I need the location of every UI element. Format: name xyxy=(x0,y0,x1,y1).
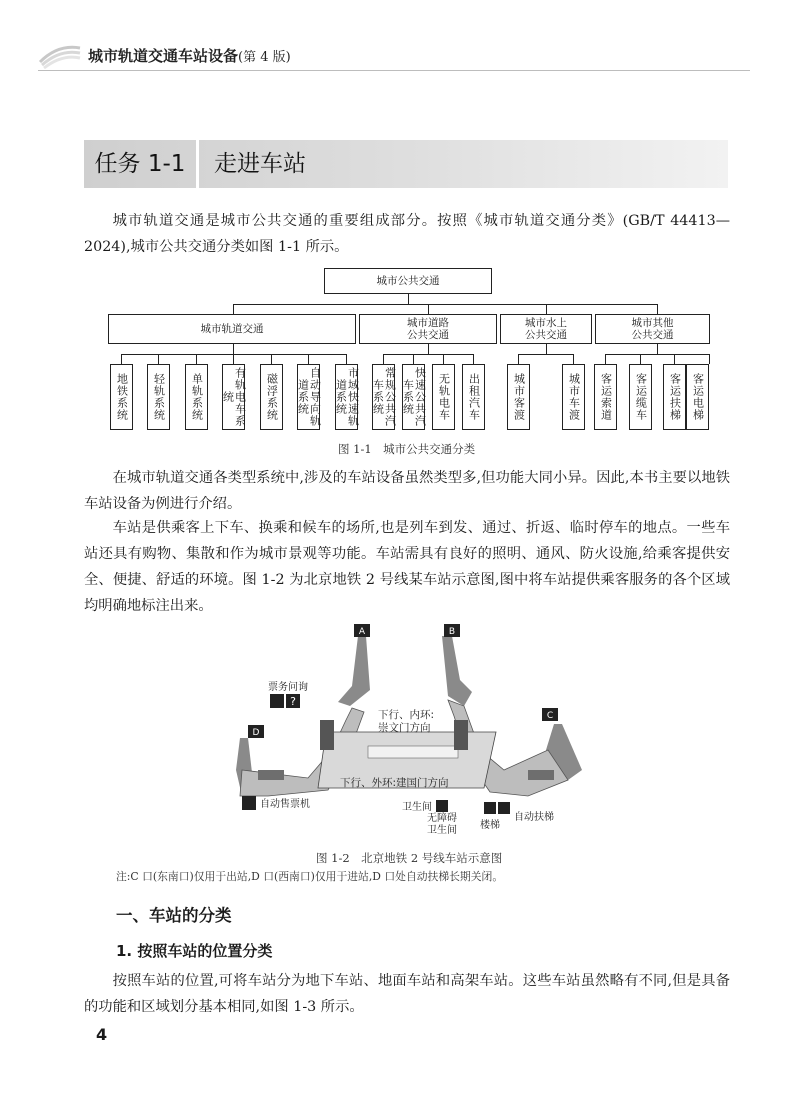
header-divider xyxy=(38,70,750,71)
tree-category-rail: 城市轨道交通 xyxy=(108,314,356,344)
line-inner-loop-direction: 崇文门方向 xyxy=(378,722,431,734)
ticket-machine-icon xyxy=(242,796,256,810)
figure1-caption: 图 1-1 城市公共交通分类 xyxy=(338,442,476,456)
section-heading: 一、车站的分类 xyxy=(116,906,232,925)
entrance-a-label: A xyxy=(358,627,366,637)
toilet-label: 卫生间 xyxy=(402,802,432,813)
figure-classification-tree xyxy=(108,268,710,433)
tree-leaf: 轻轨系统 xyxy=(147,364,170,430)
figure2-caption: 图 1-2 北京地铁 2 号线车站示意图 xyxy=(316,851,503,865)
tree-leaf: 有轨电车系统 xyxy=(222,364,245,430)
tree-leaf: 出租汽车 xyxy=(462,364,485,430)
tree-leaf: 城市客渡 xyxy=(507,364,530,430)
west-stair-block xyxy=(320,720,334,750)
tree-leaf: 客运缆车 xyxy=(629,364,652,430)
east-stair-block xyxy=(454,720,468,750)
line-outer-loop-label: 下行、外环:建国门方向 xyxy=(340,777,449,789)
tree-leaf: 常规公共汽车系统 xyxy=(372,364,395,430)
question-glyph: ? xyxy=(290,695,296,708)
tree-leaf: 城市车渡 xyxy=(562,364,585,430)
task-title: 走进车站 xyxy=(214,151,306,177)
tree-root-node: 城市公共交通 xyxy=(324,268,492,294)
ticket-service-label: 票务问询 xyxy=(268,682,308,693)
task-number: 任务 1-1 xyxy=(94,151,186,177)
tree-leaf: 客运索道 xyxy=(594,364,617,430)
tree-leaf: 地铁系统 xyxy=(110,364,133,430)
paragraph-station-definition: 车站是供乘客上下车、换乘和候车的场所,也是列车到发、通过、折返、临时停车的地点。一些车站还具有购物、集散和作为城市景观等功能。车站需具有良好的照明、通风、防火设施,给乘客提供安全、便捷、舒适的环境。图 1-2 为北京地铁 2 号线某车站示意图,图中将车站提供乘客服务的各个区域均明确地标注出来。 xyxy=(84,520,730,614)
tree-leaf: 磁浮系统 xyxy=(260,364,283,430)
ticket-icon xyxy=(270,694,284,708)
entrance-b-label: B xyxy=(448,627,456,637)
ticket-machine-label: 自动售票机 xyxy=(260,799,310,810)
escalator-icon xyxy=(498,802,510,814)
task-banner-separator xyxy=(196,140,199,188)
west-escalator-block xyxy=(258,770,284,780)
figure2-note: 注:C 口(东南口)仅用于出站,D 口(西南口)仅用于进站,D 口处自动扶梯长期关闭。 xyxy=(116,870,504,883)
accessible-toilet-label-2: 卫生间 xyxy=(427,825,457,836)
tree-category-other: 城市其他 公共交通 xyxy=(595,314,710,344)
line-inner-loop-label: 下行、内环: xyxy=(378,709,435,721)
tree-leaf: 无轨电车 xyxy=(432,364,455,430)
paragraph-location-classification: 按照车站的位置,可将车站分为地下车站、地面车站和高架车站。这些车站虽然略有不同,但是具备的功能和区域划分基本相同,如图 1-3 所示。 xyxy=(84,973,730,1015)
tree-leaf: 市域快速轨道系统 xyxy=(335,364,358,430)
edition-label: (第 4 版) xyxy=(238,50,291,65)
escalator-label: 自动扶梯 xyxy=(514,812,554,823)
passage-b xyxy=(442,636,472,706)
tree-leaf: 客运电梯 xyxy=(686,364,709,430)
book-logo-icon xyxy=(38,40,82,70)
tree-category-water: 城市水上 公共交通 xyxy=(500,314,592,344)
east-escalator-block xyxy=(528,770,554,780)
subsection-heading: 1. 按照车站的位置分类 xyxy=(116,942,273,960)
tree-leaf: 快速公共汽车系统 xyxy=(402,364,425,430)
passage-a xyxy=(338,636,370,706)
stairs-icon xyxy=(484,802,496,814)
paragraph-intro: 城市轨道交通是城市公共交通的重要组成部分。按照《城市轨道交通分类》(GB/T 44413—2024),城市公共交通分类如图 1-1 所示。 xyxy=(84,213,730,255)
accessible-toilet-label-1: 无障碍 xyxy=(427,813,457,824)
stairs-label: 楼梯 xyxy=(480,820,500,831)
entrance-c-label: C xyxy=(546,711,554,721)
paragraph-station-equipment: 在城市轨道交通各类型系统中,涉及的车站设备虽然类型多,但功能大同小异。因此,本书主要以地铁车站设备为例进行介绍。 xyxy=(84,470,730,512)
platform-center xyxy=(368,746,458,758)
page-number: 4 xyxy=(96,1025,108,1044)
tree-leaf: 自动导向轨道系统 xyxy=(297,364,320,430)
tree-leaf: 单轨系统 xyxy=(185,364,208,430)
running-header-title: 城市轨道交通车站设备(第 4 版) xyxy=(88,47,291,65)
entrance-d-label: D xyxy=(252,728,260,738)
figure-station-schematic xyxy=(228,620,592,848)
tree-category-road: 城市道路 公共交通 xyxy=(359,314,497,344)
toilet-icon xyxy=(436,800,448,812)
tree-leaf: 客运扶梯 xyxy=(663,364,686,430)
